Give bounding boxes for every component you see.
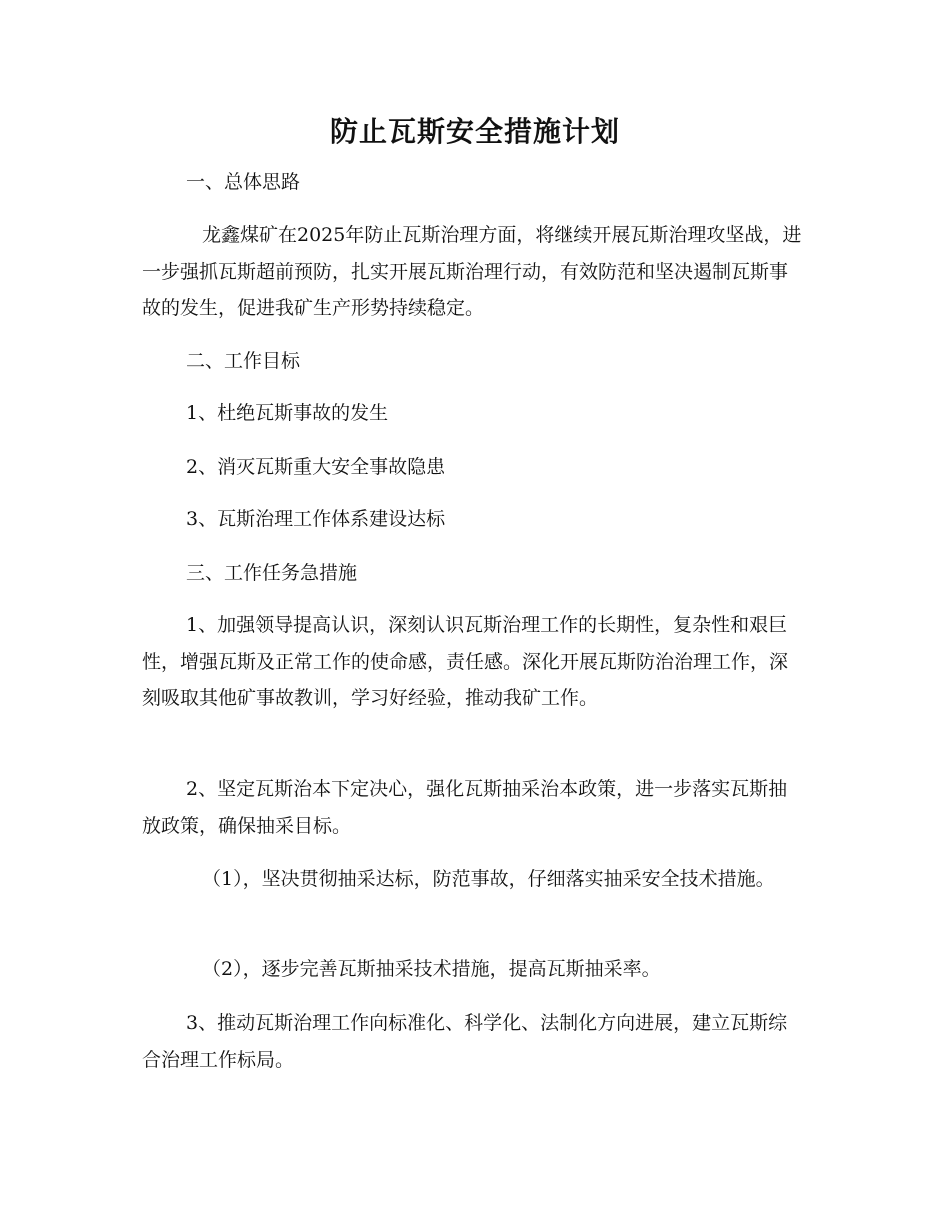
measure-subitem-2: （2），逐步完善瓦斯抽采技术措施，提高瓦斯抽采率。 — [202, 958, 661, 980]
measure-item-2: 2、坚定瓦斯治本下定决心，强化瓦斯抽采治本政策，进一步落实瓦斯抽放政策，确保抽采目标。 — [142, 778, 788, 837]
section-heading-overall-approach: 一、总体思路 — [186, 171, 301, 193]
goal-item-3: 3、瓦斯治理工作体系建设达标 — [186, 508, 446, 530]
section-heading-work-goals: 二、工作目标 — [186, 350, 301, 372]
measure-item-3: 3、推动瓦斯治理工作向标准化、科学化、法制化方向进展，建立瓦斯综合治理工作标局。 — [142, 1012, 788, 1071]
measure-item-1: 1、加强领导提高认识，深刻认识瓦斯治理工作的长期性，复杂性和艰巨性，增强瓦斯及正常工作的使命感，责任感。深化开展瓦斯防治治理工作，深刻吸取其他矿事故教训，学习好经验，推动我矿工作。 — [142, 614, 789, 709]
section-heading-tasks-measures: 三、工作任务急措施 — [186, 562, 358, 584]
measure-subitem-1: （1），坚决贯彻抽采达标，防范事故，仔细落实抽采安全技术措施。 — [202, 868, 775, 890]
document-title: 防止瓦斯安全措施计划 — [329, 115, 620, 148]
goal-item-2: 2、消灭瓦斯重大安全事故隐患 — [186, 456, 446, 478]
paragraph-overall-approach: 龙鑫煤矿在2025年防止瓦斯治理方面，将继续开展瓦斯治理攻坚战，进一步强抓瓦斯超前预防，扎实开展瓦斯治理行动，有效防范和坚决遏制瓦斯事故的发生，促进我矿生产形势持续稳定。 — [142, 224, 802, 319]
goal-item-1: 1、杜绝瓦斯事故的发生 — [186, 402, 389, 424]
